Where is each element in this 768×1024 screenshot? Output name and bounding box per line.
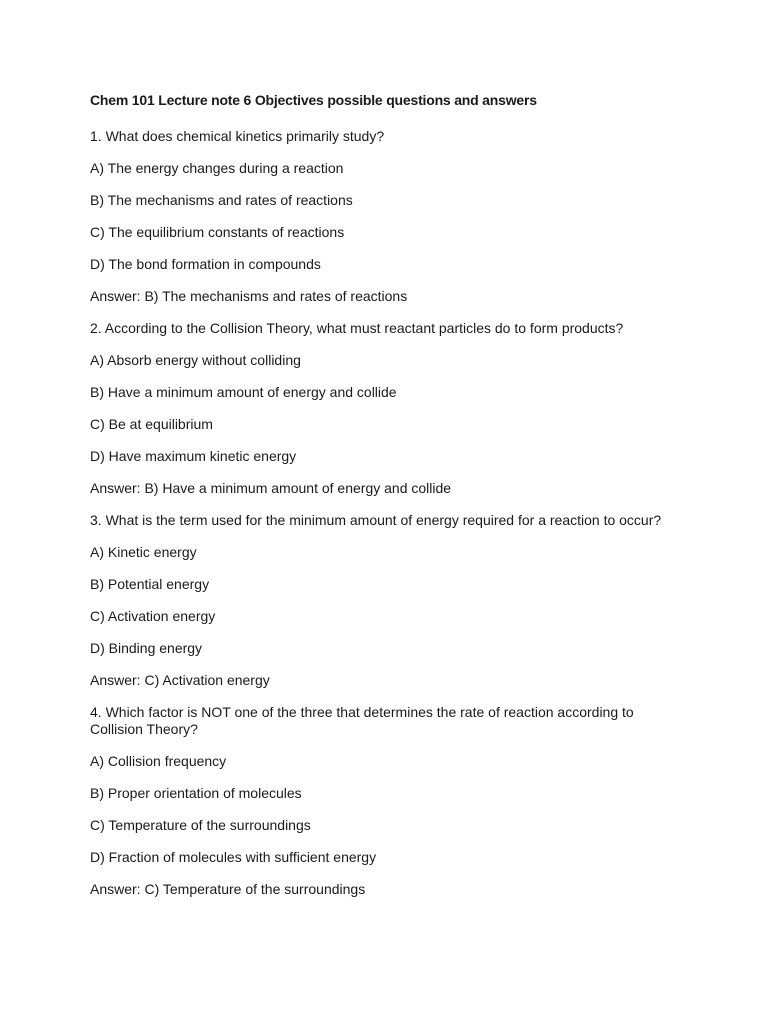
option-a: A) Absorb energy without colliding [90, 352, 301, 368]
question-block-3 [90, 512, 690, 689]
option-b: B) Proper orientation of molecules [90, 785, 302, 801]
answer-text: Answer: C) Activation energy [90, 672, 270, 688]
document-title: Chem 101 Lecture note 6 Objectives possible questions and answers [90, 92, 537, 108]
option-a: A) Collision frequency [90, 753, 227, 769]
answer-text: Answer: B) Have a minimum amount of energy and collide [90, 480, 452, 496]
option-c: C) Activation energy [90, 608, 216, 624]
answer-text: Answer: C) Temperature of the surroundings [90, 881, 366, 897]
document-page [90, 92, 690, 913]
option-d: D) Have maximum kinetic energy [90, 448, 297, 464]
question-block-1 [90, 128, 690, 305]
option-d: D) Fraction of molecules with sufficient energy [90, 849, 377, 865]
option-c: C) Temperature of the surroundings [90, 817, 311, 833]
option-c: C) Be at equilibrium [90, 416, 213, 432]
option-b: B) Have a minimum amount of energy and collide [90, 384, 397, 400]
question-text: 2. According to the Collision Theory, what must reactant particles do to form products? [90, 320, 624, 336]
option-d: D) The bond formation in compounds [90, 256, 321, 272]
option-a: A) The energy changes during a reaction [90, 160, 344, 176]
question-text: 1. What does chemical kinetics primarily study? [90, 128, 385, 144]
option-a: A) Kinetic energy [90, 544, 197, 560]
option-c: C) The equilibrium constants of reactions [90, 224, 345, 240]
question-block-4 [90, 704, 690, 898]
question-text: 4. Which factor is NOT one of the three that determines the rate of reaction according to Collision Theory? [90, 704, 634, 737]
option-d: D) Binding energy [90, 640, 203, 656]
option-b: B) Potential energy [90, 576, 210, 592]
question-block-2 [90, 320, 690, 497]
answer-text: Answer: B) The mechanisms and rates of reactions [90, 288, 408, 304]
option-b: B) The mechanisms and rates of reactions [90, 192, 353, 208]
question-text: 3. What is the term used for the minimum amount of energy required for a reaction to occur? [90, 512, 662, 528]
